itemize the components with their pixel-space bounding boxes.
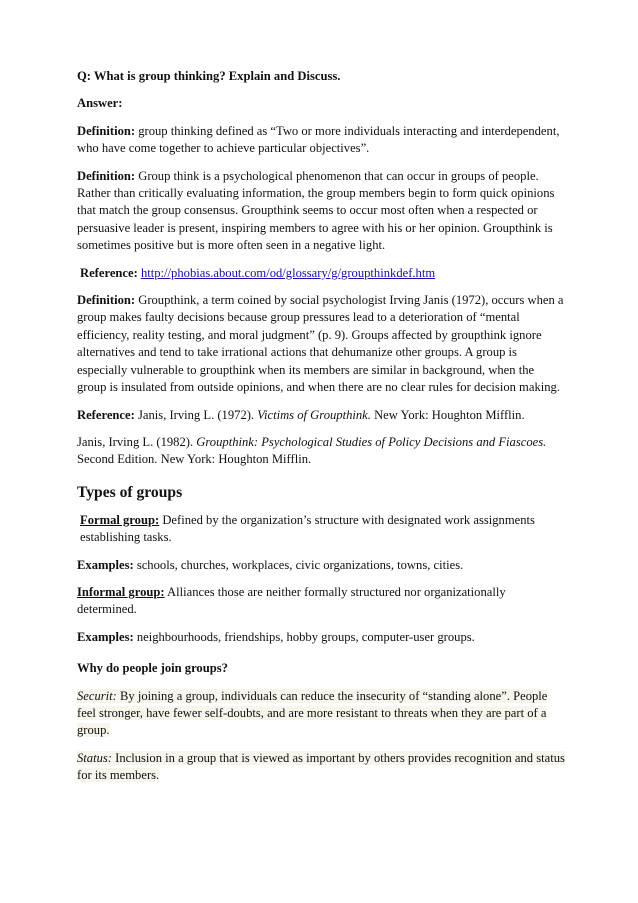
status-paragraph: Status: Inclusion in a group that is viewed as important by others provides recognition and status for its members. (77, 750, 565, 783)
document-body (77, 68, 565, 795)
reference-paragraph: Reference: Janis, Irving L. (1972). Victims of Groupthink. New York: Houghton Mifflin. (77, 407, 525, 422)
definition-paragraph: Definition: group thinking defined as “Two or more individuals interacting and interdependent, who have come together to achieve particular objectives”. (77, 123, 560, 156)
types-heading: Types of groups (77, 483, 183, 501)
definition-paragraph: Definition: Groupthink, a term coined by social psychologist Irving Janis (1972), occurs when a group makes faulty decisions because group pressures lead to a deterioration of “mental efficiency, reality testing, and moral judgment” (p. 9). Groups affected by groupthink ignore alternatives and tend to take irrational actions that dehumanize other groups. A group is especially vulnerable to groupthink when its members are similar in background, when the group is insulated from outside opinions, and when there are no clear rules for decision making. (77, 293, 564, 395)
examples-paragraph: Examples: schools, churches, workplaces, civic organizations, towns, cities. (77, 557, 464, 572)
examples-paragraph: Examples: neighbourhoods, friendships, hobby groups, computer-user groups. (77, 629, 475, 644)
reference-paragraph: Reference: http://phobias.about.com/od/glossary/g/groupthinkdef.htm (80, 265, 436, 280)
why-join-heading: Why do people join groups? (77, 661, 228, 676)
formal-group-paragraph: Formal group: Defined by the organization’s structure with designated work assignments establishing tasks. (80, 512, 535, 545)
answer-label: Answer: (77, 96, 123, 111)
reference-paragraph: Janis, Irving L. (1982). Groupthink: Psychological Studies of Policy Decisions and Fiascoes. Second Edition. New York: Houghton Mifflin. (77, 434, 547, 467)
security-paragraph: Securit: By joining a group, individuals can reduce the insecurity of “standing alone”. People feel stronger, have fewer self-doubts, and are more resistant to threats when they are part of a group. (77, 688, 548, 738)
question-heading: Q: What is group thinking? Explain and Discuss. (77, 69, 341, 83)
reference-link[interactable]: http://phobias.about.com/od/glossary/g/groupthinkdef.htm (140, 265, 436, 280)
definition-paragraph: Definition: Group think is a psychological phenomenon that can occur in groups of people. Rather than critically evaluating information, the group members begin to form quick opinions that match the group consensus. Groupthink seems to occur most often when a respected or persuasive leader is present, inspiring members to agree with his or her opinion. Groupthink is sometimes positive but is more often seen in a negative light. (77, 168, 555, 253)
informal-group-paragraph: Informal group: Alliances those are neither formally structured nor organizationally determined. (77, 584, 506, 617)
